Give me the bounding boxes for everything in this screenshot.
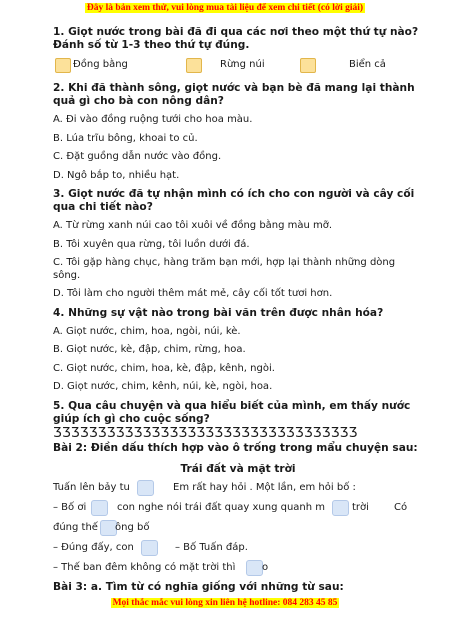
exercise-3-heading: Bài 3: a. Tìm từ có nghĩa giống với những từ sau: <box>53 580 344 593</box>
story-line <box>53 481 423 495</box>
option: A. Đi vào đồng ruộng tưới cho hoa màu. <box>53 114 253 125</box>
order-box-bien-ca[interactable] <box>300 58 316 73</box>
option: B. Tôi xuyên qua rừng, tôi luồn dưới đá. <box>53 238 250 250</box>
story-text: con nghe nói trái đất quay xung quanh m <box>117 501 326 513</box>
option: B. Lúa trĩu bông, khoai to củ. <box>53 132 198 144</box>
question-4: 4. Những sự vật nào trong bài văn trên được nhân hóa? <box>53 306 384 319</box>
exercise-2-heading: Bài 2: Điền dấu thích hợp vào ô trống trong mẩu chuyện sau: <box>53 441 418 454</box>
story-text: đúng thế <box>53 521 98 533</box>
option: D. Giọt nước, chim, kênh, núi, kè, ngòi, hoa. <box>53 381 273 392</box>
option: B. Giọt nước, kè, đập, chim, rừng, hoa. <box>53 344 246 355</box>
place-label: Rừng núi <box>220 59 265 70</box>
story-text: – Đúng đấy, con <box>53 541 134 553</box>
question-5: 5. Qua câu chuyện và qua hiểu biết của mình, em thấy nước giúp ích gì cho cuộc sống? <box>53 399 411 425</box>
story-line <box>53 501 423 515</box>
story-title: Trái đất và mặt trời <box>180 462 296 475</box>
story-text: ông bố <box>115 521 150 533</box>
ordering-boxes <box>53 56 423 76</box>
order-box-dong-bang[interactable] <box>55 58 71 73</box>
story-text: – Bố ơi <box>53 501 87 513</box>
punctuation-blank[interactable] <box>137 480 154 496</box>
punctuation-blank[interactable] <box>332 500 349 516</box>
option: C. Đặt guồng dẫn nước vào đồng. <box>53 151 222 162</box>
punctuation-blank[interactable] <box>246 560 263 576</box>
option: A. Từ rừng xanh núi cao tôi xuôi về đồng bằng màu mỡ. <box>53 220 333 231</box>
story-line <box>53 541 423 555</box>
place-label: Biển cả <box>349 59 386 70</box>
option: D. Tôi làm cho người thêm mát mẻ, cây cối tốt tươi hơn. <box>53 288 333 299</box>
punctuation-blank[interactable] <box>141 540 158 556</box>
story-text: Em rất hay hỏi . Một lần, em hỏi bố : <box>173 481 356 493</box>
story-text: – Thế ban đêm không có mặt trời thì <box>53 561 236 573</box>
option: C. Tôi gặp hàng chục, hàng trăm bạn mới, hợp lại thành những dòng sông. <box>53 257 396 281</box>
order-box-rung-nui[interactable] <box>186 58 202 73</box>
story-text: Có <box>394 501 408 513</box>
question-2: 2. Khi đã thành sông, giọt nước và bạn bè đã mang lại thành quả gì cho bà con nông dân? <box>53 82 415 107</box>
story-line <box>53 561 423 575</box>
question-1: 1. Giọt nước trong bài đã đi qua các nơi theo một thứ tự nào? Đánh số từ 1-3 theo thứ tự đúng. <box>53 26 419 51</box>
question-3: 3. Giọt nước đã tự nhận mình có ích cho con người và cây cối qua chi tiết nào? <box>53 188 415 213</box>
option: C. Giọt nước, chim, hoa, kè, đập, kênh, ngòi. <box>53 362 275 374</box>
hotline-banner: Mọi thắc mắc vui lòng xin liên hệ hotline: 084 283 45 85 <box>112 598 338 608</box>
answer-line: ǮǮǮǮǮǮǮǮǮǮǮǮǮǮǮǮǮǮǮǮǮǮǮǮǮǮǮǮǮǮǮǮǮǮ <box>53 425 358 441</box>
story-text: Tuấn lên bảy tu <box>53 481 130 493</box>
worksheet <box>53 26 423 594</box>
story-text: trời <box>352 501 369 513</box>
story-text: – Bố Tuấn đáp. <box>175 541 248 553</box>
punctuation-blank[interactable] <box>91 500 108 516</box>
place-label: Đồng bằng <box>73 59 128 70</box>
story-line <box>53 521 423 535</box>
story-text: o <box>262 561 269 573</box>
option: A. Giọt nước, chim, hoa, ngòi, núi, kè. <box>53 325 241 337</box>
preview-banner: Đây là bản xem thử, vui lòng mua tài liệu để xem chi tiết (có lời giải) <box>86 3 364 13</box>
option: D. Ngô bắp to, nhiều hạt. <box>53 169 180 181</box>
